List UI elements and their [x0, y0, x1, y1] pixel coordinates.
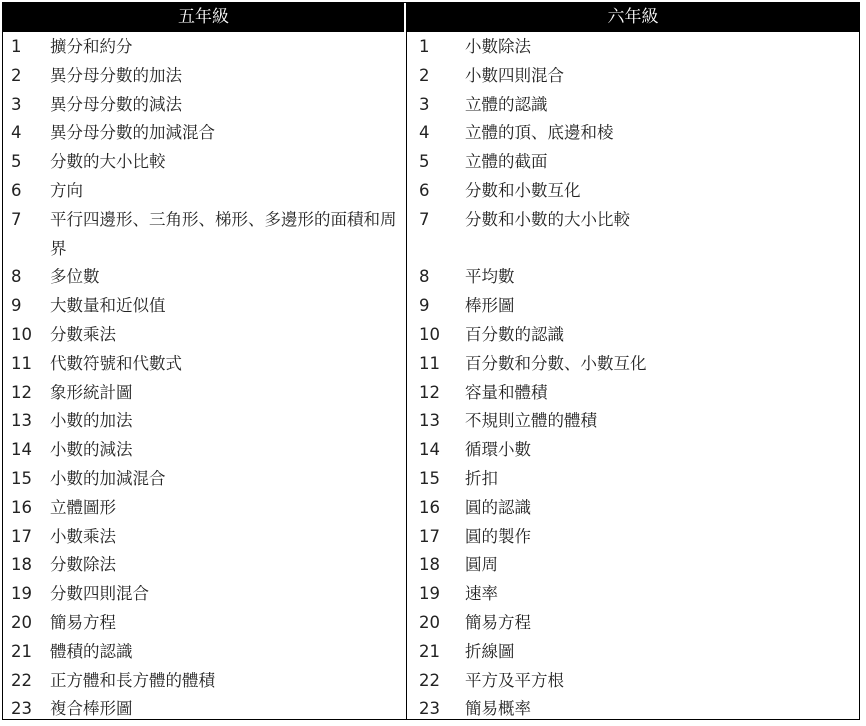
row-topic: 小數的加減混合: [50, 469, 166, 488]
row-topic: 不規則立體的體積: [465, 411, 597, 431]
row-number: 6: [419, 181, 430, 200]
row-number: 16: [419, 497, 440, 517]
row-number: 11: [11, 353, 32, 373]
row-number: 12: [419, 382, 440, 402]
row-topic: 簡易方程: [465, 613, 531, 632]
row-topic: 立體的認識: [465, 94, 548, 114]
row-topic: 擴分和約分: [50, 37, 133, 56]
row-topic: 圓周: [465, 555, 498, 575]
grade5-header: 五年級: [3, 3, 406, 32]
row-number: 4: [11, 123, 22, 143]
row-topic: 異分母分數的加法: [50, 65, 182, 85]
row-number: 11: [419, 353, 440, 373]
row-topic: 小數乘法: [50, 526, 116, 546]
row-topic: 分數除法: [50, 555, 116, 575]
row-topic: 循環小數: [465, 440, 531, 460]
row-number: 13: [11, 411, 32, 431]
row-topic: 小數的加法: [50, 411, 133, 431]
row-number: 23: [11, 699, 32, 719]
row-number: 5: [419, 152, 430, 172]
row-number: 9: [11, 296, 22, 316]
row-topic: 折扣: [465, 469, 498, 488]
row-topic: 分數乘法: [50, 325, 116, 344]
row-number: 21: [419, 641, 440, 661]
row-topic: 簡易概率: [465, 699, 531, 719]
row-topic: 異分母分數的減法: [50, 94, 182, 114]
row-topic: 方向: [50, 181, 83, 200]
row-topic: 立體的截面: [465, 152, 548, 172]
row-number: 7: [419, 209, 430, 229]
row-topic: 分數和小數的大小比較: [465, 209, 630, 229]
row-number: 4: [419, 123, 430, 143]
row-topic: 小數的減法: [50, 440, 133, 460]
row-topic: 速率: [465, 584, 498, 604]
grade5-column: [3, 3, 407, 719]
row-topic: 容量和體積: [465, 382, 548, 402]
row-number: 20: [419, 613, 440, 632]
row-number: 3: [419, 94, 430, 114]
row-number: 10: [11, 325, 32, 344]
row-number: 22: [419, 670, 440, 690]
grade6-header: 六年級: [407, 3, 859, 32]
grade6-column: [407, 3, 859, 719]
row-topic: 複合棒形圖: [50, 699, 133, 719]
row-number: 7: [11, 209, 22, 229]
row-topic: 代數符號和代數式: [50, 353, 182, 373]
row-topic: 百分數和分數、小數互化: [465, 353, 647, 373]
row-topic: 立體的頂、底邊和棱: [465, 123, 614, 143]
row-number: 3: [11, 94, 22, 114]
row-topic: 正方體和長方體的體積: [50, 670, 215, 690]
row-topic: 平行四邊形、三角形、梯形、多邊形的面積和周界: [50, 209, 397, 258]
row-number: 21: [11, 641, 32, 661]
row-number: 23: [419, 699, 440, 719]
row-topic: 分數和小數互化: [465, 181, 581, 200]
row-topic: 百分數的認識: [465, 325, 564, 344]
row-topic: 圓的認識: [465, 497, 531, 517]
row-topic: 象形統計圖: [50, 382, 133, 402]
row-number: 5: [11, 152, 22, 172]
row-number: 19: [419, 584, 440, 604]
row-topic: 平均數: [465, 267, 515, 287]
row-number: 18: [419, 555, 440, 575]
row-number: 15: [419, 469, 440, 488]
row-topic: 圓的製作: [465, 526, 531, 546]
row-topic: 棒形圖: [465, 296, 515, 316]
row-topic: 小數除法: [465, 37, 531, 56]
row-number: 18: [11, 555, 32, 575]
row-number: 2: [11, 65, 22, 85]
row-number: 15: [11, 469, 32, 488]
row-number: 20: [11, 613, 32, 632]
row-number: 8: [11, 267, 22, 287]
row-number: 13: [419, 411, 440, 431]
row-number: 1: [11, 37, 22, 56]
row-number: 10: [419, 325, 440, 344]
row-topic: 立體圖形: [50, 497, 116, 517]
row-number: 17: [419, 526, 440, 546]
row-number: 14: [419, 440, 440, 460]
row-number: 12: [11, 382, 32, 402]
row-topic: 多位數: [50, 267, 100, 287]
row-number: 14: [11, 440, 32, 460]
row-topic: 體積的認識: [50, 641, 133, 661]
row-number: 22: [11, 670, 32, 690]
row-number: 17: [11, 526, 32, 546]
row-topic: 平方及平方根: [465, 670, 564, 690]
row-number: 1: [419, 37, 430, 56]
row-number: 6: [11, 181, 22, 200]
row-topic: 簡易方程: [50, 613, 116, 632]
row-topic: 小數四則混合: [465, 65, 564, 85]
row-number: 16: [11, 497, 32, 517]
row-number: 2: [419, 65, 430, 85]
row-number: 19: [11, 584, 32, 604]
row-number: 8: [419, 267, 430, 287]
topic-table: [2, 2, 860, 720]
row-number: 9: [419, 296, 430, 316]
row-topic: 分數四則混合: [50, 584, 149, 604]
row-topic: 折線圖: [465, 641, 515, 661]
row-topic: 分數的大小比較: [50, 152, 166, 172]
row-topic: 大數量和近似值: [50, 296, 166, 316]
row-topic: 異分母分數的加減混合: [50, 123, 215, 143]
